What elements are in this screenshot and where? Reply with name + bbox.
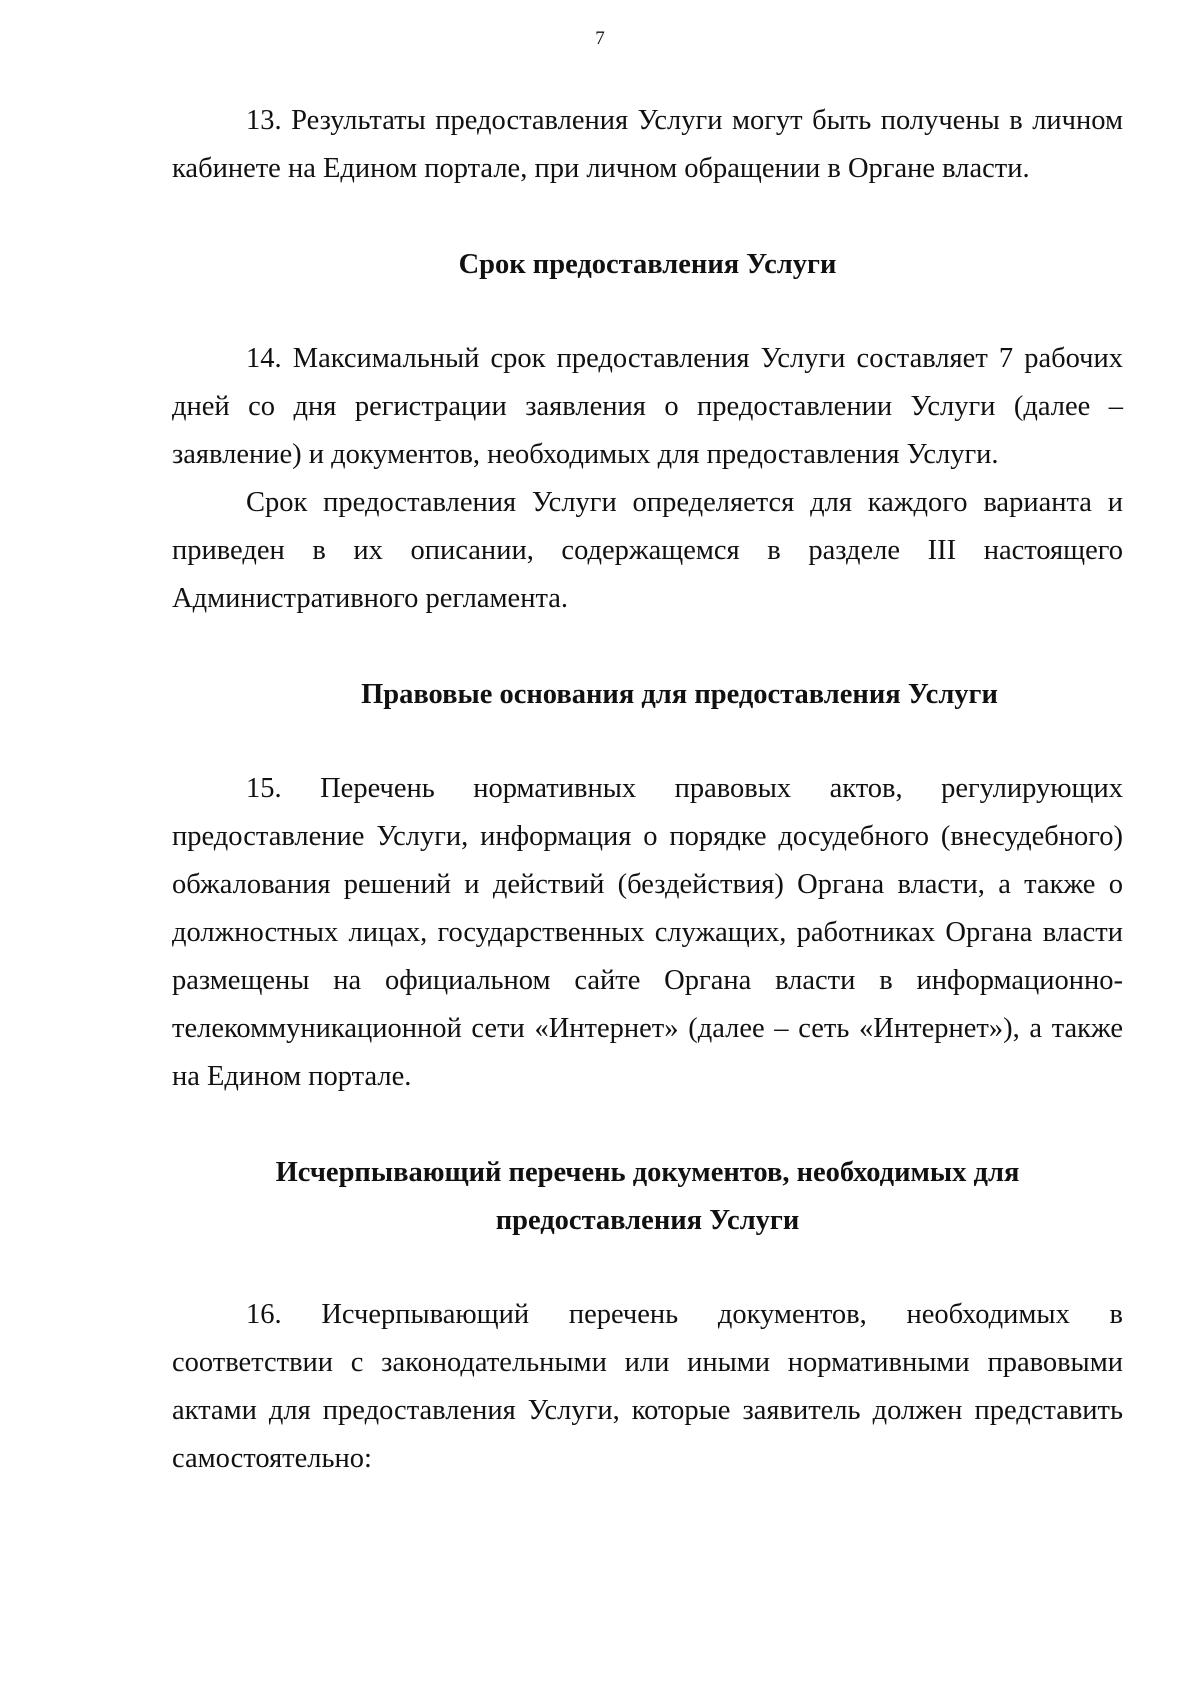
- spacer: [172, 289, 1123, 335]
- paragraph-14: 14. Максимальный срок предоставления Услуги составляет 7 рабочих дней со дня регистрации заявления о предоставлении Услуги (далее – заявление) и документов, необходимых для предоставления Услуги.: [172, 343, 1123, 470]
- paragraph-13: 13. Результаты предоставления Услуги могут быть получены в личном кабинете на Едином портале, при личном обращении в Органе власти.: [172, 105, 1123, 184]
- heading-documents-line-1: Исчерпывающий перечень документов, необходимых для: [275, 1157, 1020, 1188]
- paragraph-15: 15. Перечень нормативных правовых актов, регулирующих предоставление Услуги, информация о порядке досудебного (внесудебного) обжалования решений и действий (бездействия) Органа власти, а также о должностных лицах, государственных служащих, работниках Органа власти размещены на официальном сайте Органа власти в информационно-телекоммуникационной сети «Интернет» (далее – сеть «Интернет»), а также на Едином портале.: [172, 773, 1123, 1092]
- spacer: [172, 719, 1123, 765]
- document-body: [172, 97, 1123, 1483]
- paragraph-16: 16. Исчерпывающий перечень документов, необходимых в соответствии с законодательными или иными нормативными правовыми актами для предоставления Услуги, которые заявитель должен представить самостоятельно:: [172, 1299, 1123, 1474]
- spacer: [172, 1101, 1123, 1149]
- heading-documents-line-2: предоставления Услуги: [495, 1205, 800, 1236]
- spacer: [172, 193, 1123, 241]
- spacer: [172, 623, 1123, 671]
- heading-service-term: Срок предоставления Услуги: [458, 249, 837, 280]
- heading-legal-grounds: Правовые основания для предоставления Услуги: [361, 679, 998, 710]
- spacer: [172, 1245, 1123, 1291]
- page-number: 7: [595, 28, 605, 49]
- paragraph-14-continued: Срок предоставления Услуги определяется для каждого варианта и приведен в их описании, содержащемся в разделе III настоящего Административного регламента.: [172, 487, 1123, 614]
